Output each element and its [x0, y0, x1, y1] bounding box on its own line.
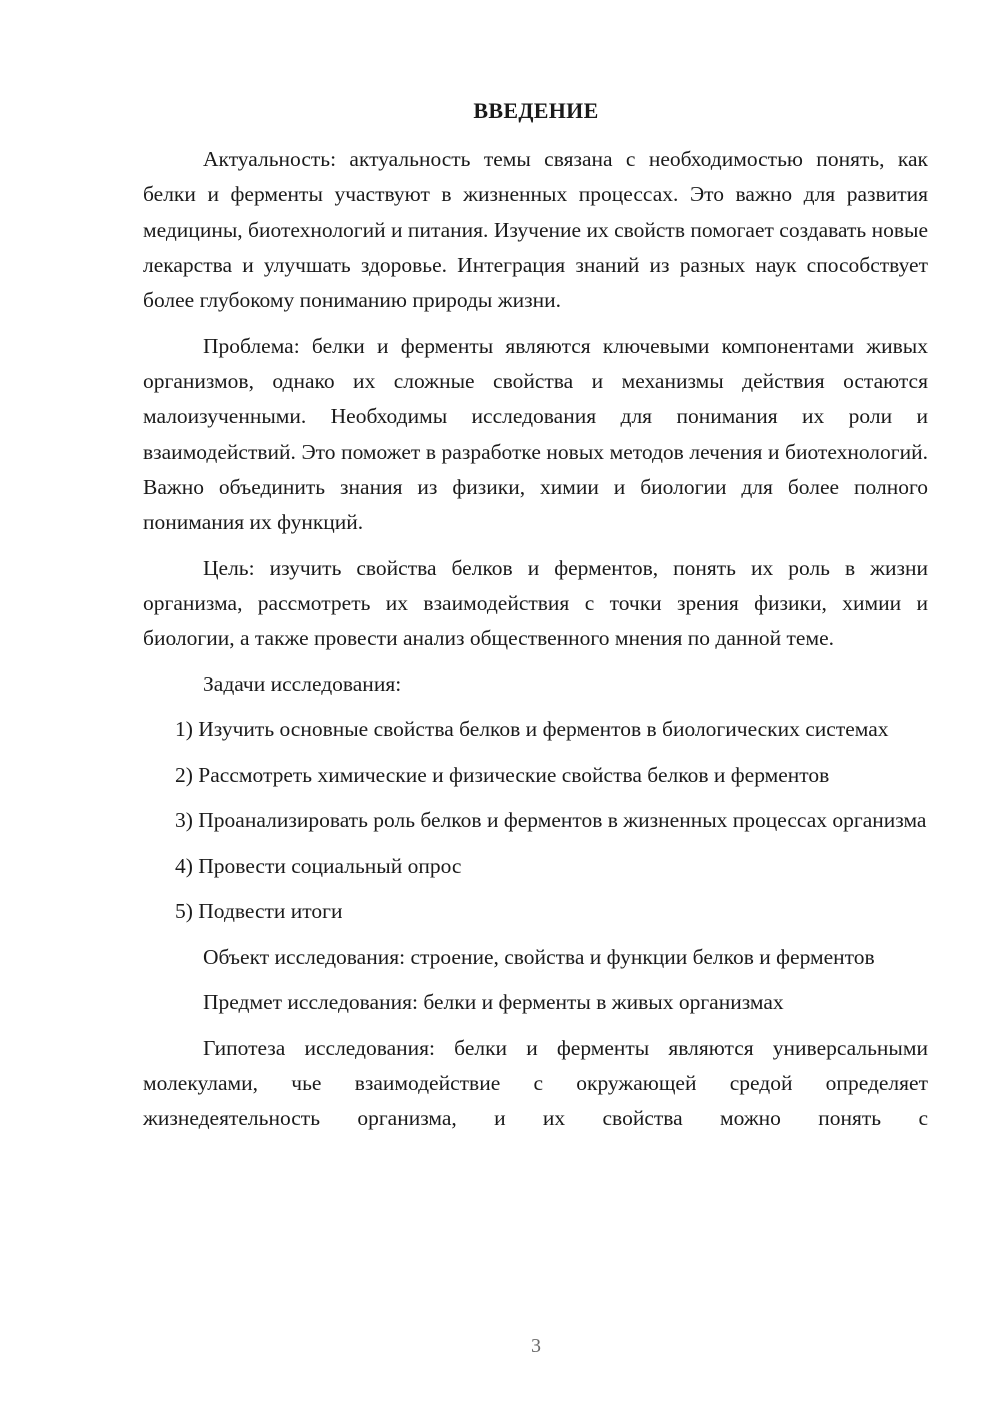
- list-item: 4) Провести социальный опрос: [175, 853, 462, 878]
- list-item: 2) Рассмотреть химические и физические свойства белков и ферментов: [175, 762, 830, 787]
- paragraph-relevance: Актуальность: актуальность темы связана с необходимостью понять, как белки и ферменты участвуют в жизненных процессах. Это важно для развития медицины, биотехнологий и питания. Изучение их свойств помогает создавать новые лекарства и улучшать здоровье. Интеграция знаний из разных наук способствует более глубокому пониманию природы жизни.: [143, 147, 928, 313]
- document-body: [143, 142, 928, 1136]
- list-item: 3) Проанализировать роль белков и ферментов в жизненных процессах организма: [175, 808, 927, 833]
- paragraph-problem: Проблема: белки и ферменты являются ключевыми компонентами живых организмов, однако их сложные свойства и механизмы действия остаются малоизученными. Необходимы исследования для понимания их роли и взаимодействий. Это поможет в разработке новых методов лечения и биотехнологий. Важно объединить знания из физики, химии и биологии для более полного понимания их функций.: [143, 333, 928, 535]
- paragraph-tasks-heading: Задачи исследования:: [203, 671, 402, 696]
- paragraph-subject: Предмет исследования: белки и ферменты в живых организмах: [203, 990, 784, 1015]
- page-number: 3: [531, 1335, 541, 1357]
- paragraph-hypothesis: Гипотеза исследования: белки и ферменты являются универсальными молекулами, чье взаимодействие с окружающей средой определяет жизнедеятельность организма, и их свойства можно понять с: [143, 1035, 928, 1131]
- paragraph-goal: Цель: изучить свойства белков и ферментов, понять их роль в жизни организма, рассмотреть их взаимодействия с точки зрения физики, химии и биологии, а также провести анализ общественного мнения по данной теме.: [143, 555, 928, 651]
- list-item: 1) Изучить основные свойства белков и ферментов в биологических системах: [175, 717, 889, 742]
- page-title: ВВЕДЕНИЕ: [473, 98, 599, 123]
- paragraph-object: Объект исследования: строение, свойства и функции белков и ферментов: [203, 944, 875, 969]
- list-item: 5) Подвести итоги: [175, 899, 343, 924]
